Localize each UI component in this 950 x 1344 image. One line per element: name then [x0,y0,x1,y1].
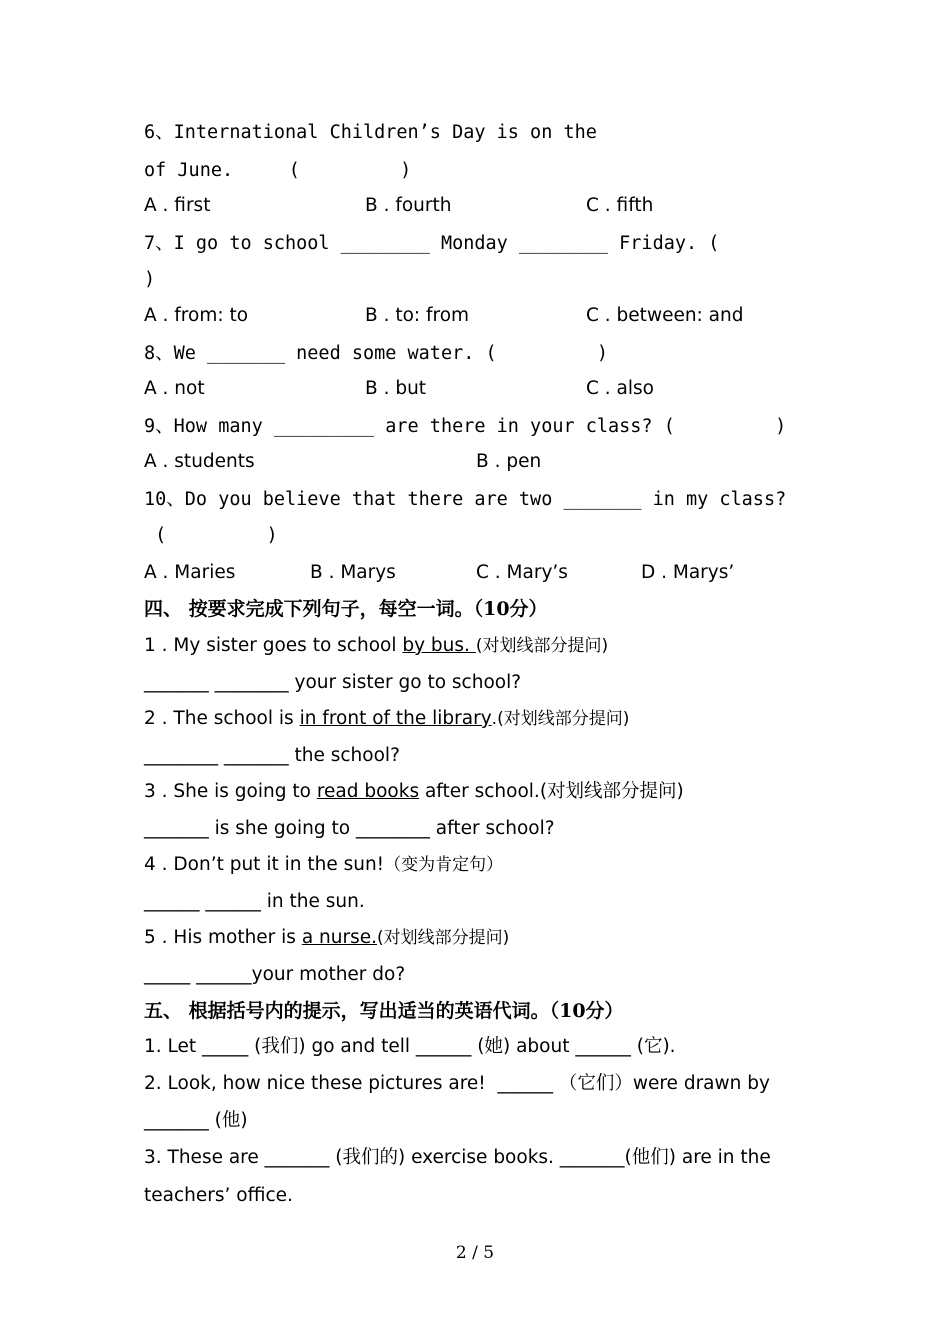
s4-item4-answer: ______ ______ in the sun. [144,891,365,912]
q8-option-a: A . not [144,378,205,399]
q10-option-c: C . Mary’s [476,562,568,583]
q9-option-a: A . students [144,451,255,472]
q6-option-b: B . fourth [365,195,452,216]
s4-item1-answer: _______ ________ your sister go to school? [144,672,522,693]
q8-text: 8、We _______ need some water. ( ) [144,343,609,364]
s4-item4-question: 4 . Don’t put it in the sun!（变为肯定句） [144,854,504,875]
s5-line3: _______ (他) [144,1110,248,1131]
q7-option-b: B . to: from [365,305,470,326]
q6-option-a: A . first [144,195,211,216]
q7-option-a: A . from: to [144,305,249,326]
q6-text-line1: 6、International Children’s Day is on the [144,122,597,143]
s4-item5-question: 5 . His mother is a nurse.(对划线部分提问) [144,927,510,948]
section4-title: 四、 按要求完成下列句子，每空一词。（10分） [144,598,548,620]
s5-line5: teachers’ office. [144,1185,293,1206]
q6-text-line2: of June. ( ) [144,160,412,181]
q10-option-a: A . Maries [144,562,236,583]
q7-text-line2: ) [144,269,156,290]
q10-option-d: D . Marys’ [641,562,735,583]
s4-item3-question: 3 . She is going to read books after school.(对划线部分提问) [144,781,684,802]
q7-option-c: C . between: and [586,305,744,326]
page-number: 2 / 5 [455,1243,495,1263]
s5-line2: 2. Look, how nice these pictures are! ______ （它们）were drawn by [144,1073,770,1094]
s4-item5-answer: _____ ______your mother do? [144,964,406,985]
q10-text-line1: 10、Do you believe that there are two _______ in my class? [144,489,787,510]
q8-option-b: B . but [365,378,427,399]
s4-item2-question: 2 . The school is in front of the library.(对划线部分提问) [144,708,630,729]
s5-line1: 1. Let _____ (我们) go and tell ______ (她) about ______ (它). [144,1036,676,1057]
q9-text: 9、How many _________ are there in your class? ( ) [144,416,787,437]
s4-item2-answer: ________ _______ the school? [144,745,400,766]
section5-title: 五、 根据括号内的提示，写出适当的英语代词。（10分） [144,1000,624,1022]
q8-option-c: C . also [586,378,654,399]
q10-option-b: B . Marys [310,562,396,583]
q7-text-line1: 7、I go to school ________ Monday ________ Friday. ( [144,233,720,254]
s5-line4: 3. These are _______ (我们的) exercise books. _______(他们) are in the [144,1147,771,1168]
s4-item1-question: 1 . My sister goes to school by bus. (对划线部分提问) [144,635,609,656]
q10-text-line2: ( ) [144,525,278,546]
q9-option-b: B . pen [476,451,542,472]
q6-option-c: C . fifth [586,195,654,216]
s4-item3-answer: _______ is she going to ________ after school? [144,818,555,839]
